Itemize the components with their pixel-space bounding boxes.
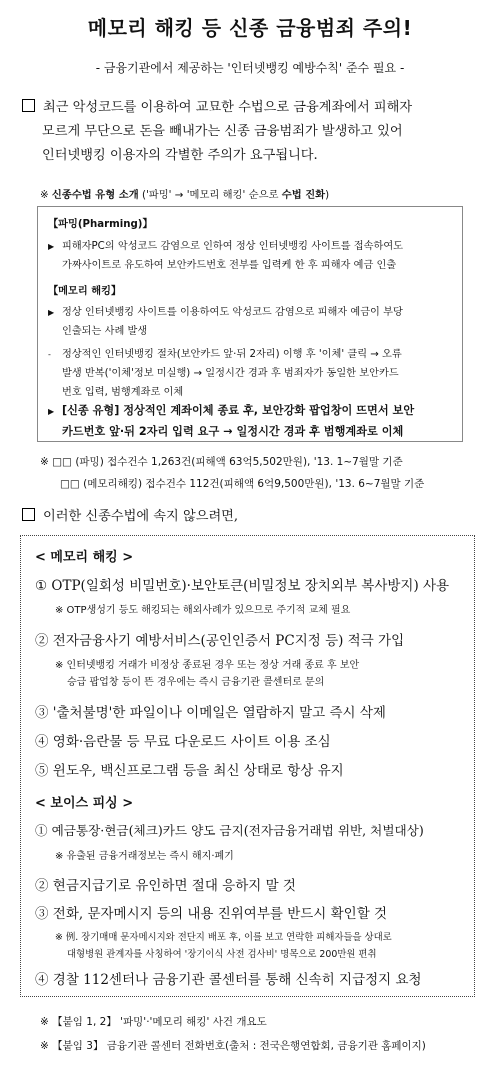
memory-tip-2-note-b: 승급 팝업창 등이 뜬 경우에는 즉시 금융기관 콜센터로 문의 bbox=[67, 677, 325, 688]
memory-text-1a: 정상 인터넷뱅킹 사이트를 이용하여도 악성코드 감염으로 피해자 예금이 부당 bbox=[62, 307, 403, 318]
intro-line-1: 최근 악성코드를 이용하여 교묘한 수법으로 금융계좌에서 피해자 bbox=[43, 100, 413, 115]
stats-row-pharming: ※ □□ (파밍) 접수건수 1,263건(피해액 63억5,502만원), '13. 1~7월말 기준 bbox=[40, 456, 403, 468]
stats-row-memory: □□ (메모리해킹) 접수건수 112건(피해액 6억9,500만원), '13. 6~7월말 기준 bbox=[60, 478, 425, 490]
new-type-text-b: 카드번호 앞·뒤 2자리 입력 요구 → 일정시간 경과 후 범행계좌로 이체 bbox=[62, 425, 404, 438]
method-description-panel bbox=[37, 206, 463, 442]
footnote-attachment-3: ※ 【붙임 3】 금융기관 콜센터 전화번호(출처 : 전국은행연합회, 금융기관 홈페이지) bbox=[40, 1040, 426, 1052]
memory-tip-2-note-a: ※ 인터넷뱅킹 거래가 비정상 종료된 경우 또는 정상 거래 종료 후 보안 bbox=[55, 660, 360, 671]
checkbox-bullet-icon bbox=[22, 99, 35, 112]
evolution-note bbox=[40, 186, 329, 201]
memory-text-2b: 발생 반복('이체'정보 미실행) → 일정시간 경과 후 범죄자가 동일한 보안카드 bbox=[62, 368, 399, 379]
voice-tip-3-note-a: ※ 例. 장기매매 문자메시지와 전단지 배포 후, 이를 보고 연락한 피해자들을 상대로 bbox=[55, 932, 392, 943]
new-type-item bbox=[48, 401, 452, 442]
memory-tip-4: ④ 영화·음란물 등 무료 다운로드 사이트 이용 조심 bbox=[35, 734, 331, 750]
checkbox-bullet-icon bbox=[22, 508, 35, 521]
triangle-bullet-icon: ▶ bbox=[48, 242, 55, 251]
evolution-emphasis: 수법 진화 bbox=[281, 189, 326, 201]
memory-tip-2: ② 전자금융사기 예방서비스(공인인증서 PC지정 등) 적극 가입 bbox=[35, 633, 405, 649]
evolution-mid: ('파밍' → '메모리 해킹' 순으로 bbox=[138, 189, 282, 201]
intro-paragraph bbox=[22, 96, 482, 168]
pharming-text-b: 가짜사이트로 유도하여 보안카드번호 전부를 입력케 한 후 피해자 예금 인출 bbox=[62, 260, 397, 271]
voice-tip-1: ① 예금통장·현금(체크)카드 양도 금지(전자금융거래법 위반, 처벌대상) bbox=[35, 823, 424, 838]
memory-tip-5: ⑤ 윈도우, 백신프로그램 등을 최신 상태로 항상 유지 bbox=[35, 763, 344, 779]
intro-line-3: 인터넷뱅킹 이용자의 각별한 주의가 요구됩니다. bbox=[42, 148, 318, 163]
note-mark: ※ bbox=[40, 189, 49, 201]
voice-tip-3: ③ 전화, 문자메시지 등의 내용 진위여부를 반드시 확인할 것 bbox=[35, 906, 388, 922]
pharming-heading: 【파밍(Pharming)】 bbox=[48, 219, 153, 230]
memory-item-1 bbox=[48, 303, 452, 341]
triangle-bullet-icon: ▶ bbox=[48, 407, 55, 416]
memory-tip-1-note: ※ OTP생성기 등도 해킹되는 해외사례가 있으므로 주기적 교체 필요 bbox=[55, 605, 351, 616]
voice-tip-3-note bbox=[55, 929, 465, 963]
memory-tip-1: ① OTP(일회성 비밀번호)·보안토큰(비밀정보 장치외부 복사방지) 사용 bbox=[35, 578, 450, 594]
memory-text-2a: 정상적인 인터넷뱅킹 절차(보안카드 앞·뒤 2자리) 이행 후 '이체' 클릭 → 오류 bbox=[62, 349, 402, 360]
triangle-bullet-icon: ▶ bbox=[48, 308, 55, 317]
memory-tip-3: ③ '출처불명'한 파일이나 이메일은 열람하지 말고 즉시 삭제 bbox=[35, 705, 386, 721]
prevention-intro-text: 이러한 신종수법에 속지 않으려면, bbox=[43, 509, 239, 524]
memory-heading: 【메모리 해킹】 bbox=[48, 286, 122, 297]
new-type-text-a: [신종 유형] 정상적인 계좌이체 종료 후, 보안강화 팝업창이 뜨면서 보안 bbox=[62, 404, 415, 417]
dash-bullet-icon: - bbox=[48, 350, 51, 359]
pharming-item bbox=[48, 237, 452, 275]
evolution-label: 신종수법 유형 소개 bbox=[51, 189, 139, 201]
evolution-end: ) bbox=[325, 189, 330, 201]
prevention-intro bbox=[22, 505, 482, 529]
footnote-attachment-1-2: ※ 【붙임 1, 2】 '파밍'·'메모리 해킹' 사건 개요도 bbox=[40, 1016, 267, 1028]
voice-tip-4: ④ 경찰 112센터나 금융기관 콜센터를 통해 신속히 지급정지 요청 bbox=[35, 972, 422, 988]
pharming-text-a: 피해자PC의 악성코드 감염으로 인하여 정상 인터넷뱅킹 사이트를 접속하여도 bbox=[62, 241, 403, 252]
voice-tip-2: ② 현금지급기로 유인하면 절대 응하지 말 것 bbox=[35, 878, 296, 894]
prevention-panel bbox=[20, 535, 475, 997]
memory-tip-2-note bbox=[55, 657, 465, 691]
voice-tip-1-note: ※ 유출된 금융거래정보는 즉시 해지·폐기 bbox=[55, 851, 234, 862]
page-subtitle: - 금융기관에서 제공하는 '인터넷뱅킹 예방수칙' 준수 필요 - bbox=[95, 61, 405, 75]
memory-hacking-heading: < 메모리 해킹 > bbox=[35, 550, 134, 565]
memory-item-2 bbox=[48, 345, 452, 402]
page-title: 메모리 해킹 등 신종 금융범죄 주의! bbox=[87, 16, 413, 40]
voice-tip-3-note-b: 대형병원 관계자를 사칭하여 '장기이식 사전 검사비' 명목으로 200만원 편취 bbox=[67, 949, 377, 960]
memory-text-1b: 인출되는 사례 발생 bbox=[62, 326, 148, 337]
memory-text-2c: 번호 입력, 범행계좌로 이체 bbox=[62, 387, 184, 398]
intro-line-2: 모르게 무단으로 돈을 빼내가는 신종 금융범죄가 발생하고 있어 bbox=[42, 124, 403, 139]
voice-phishing-heading: < 보이스 피싱 > bbox=[35, 796, 134, 811]
